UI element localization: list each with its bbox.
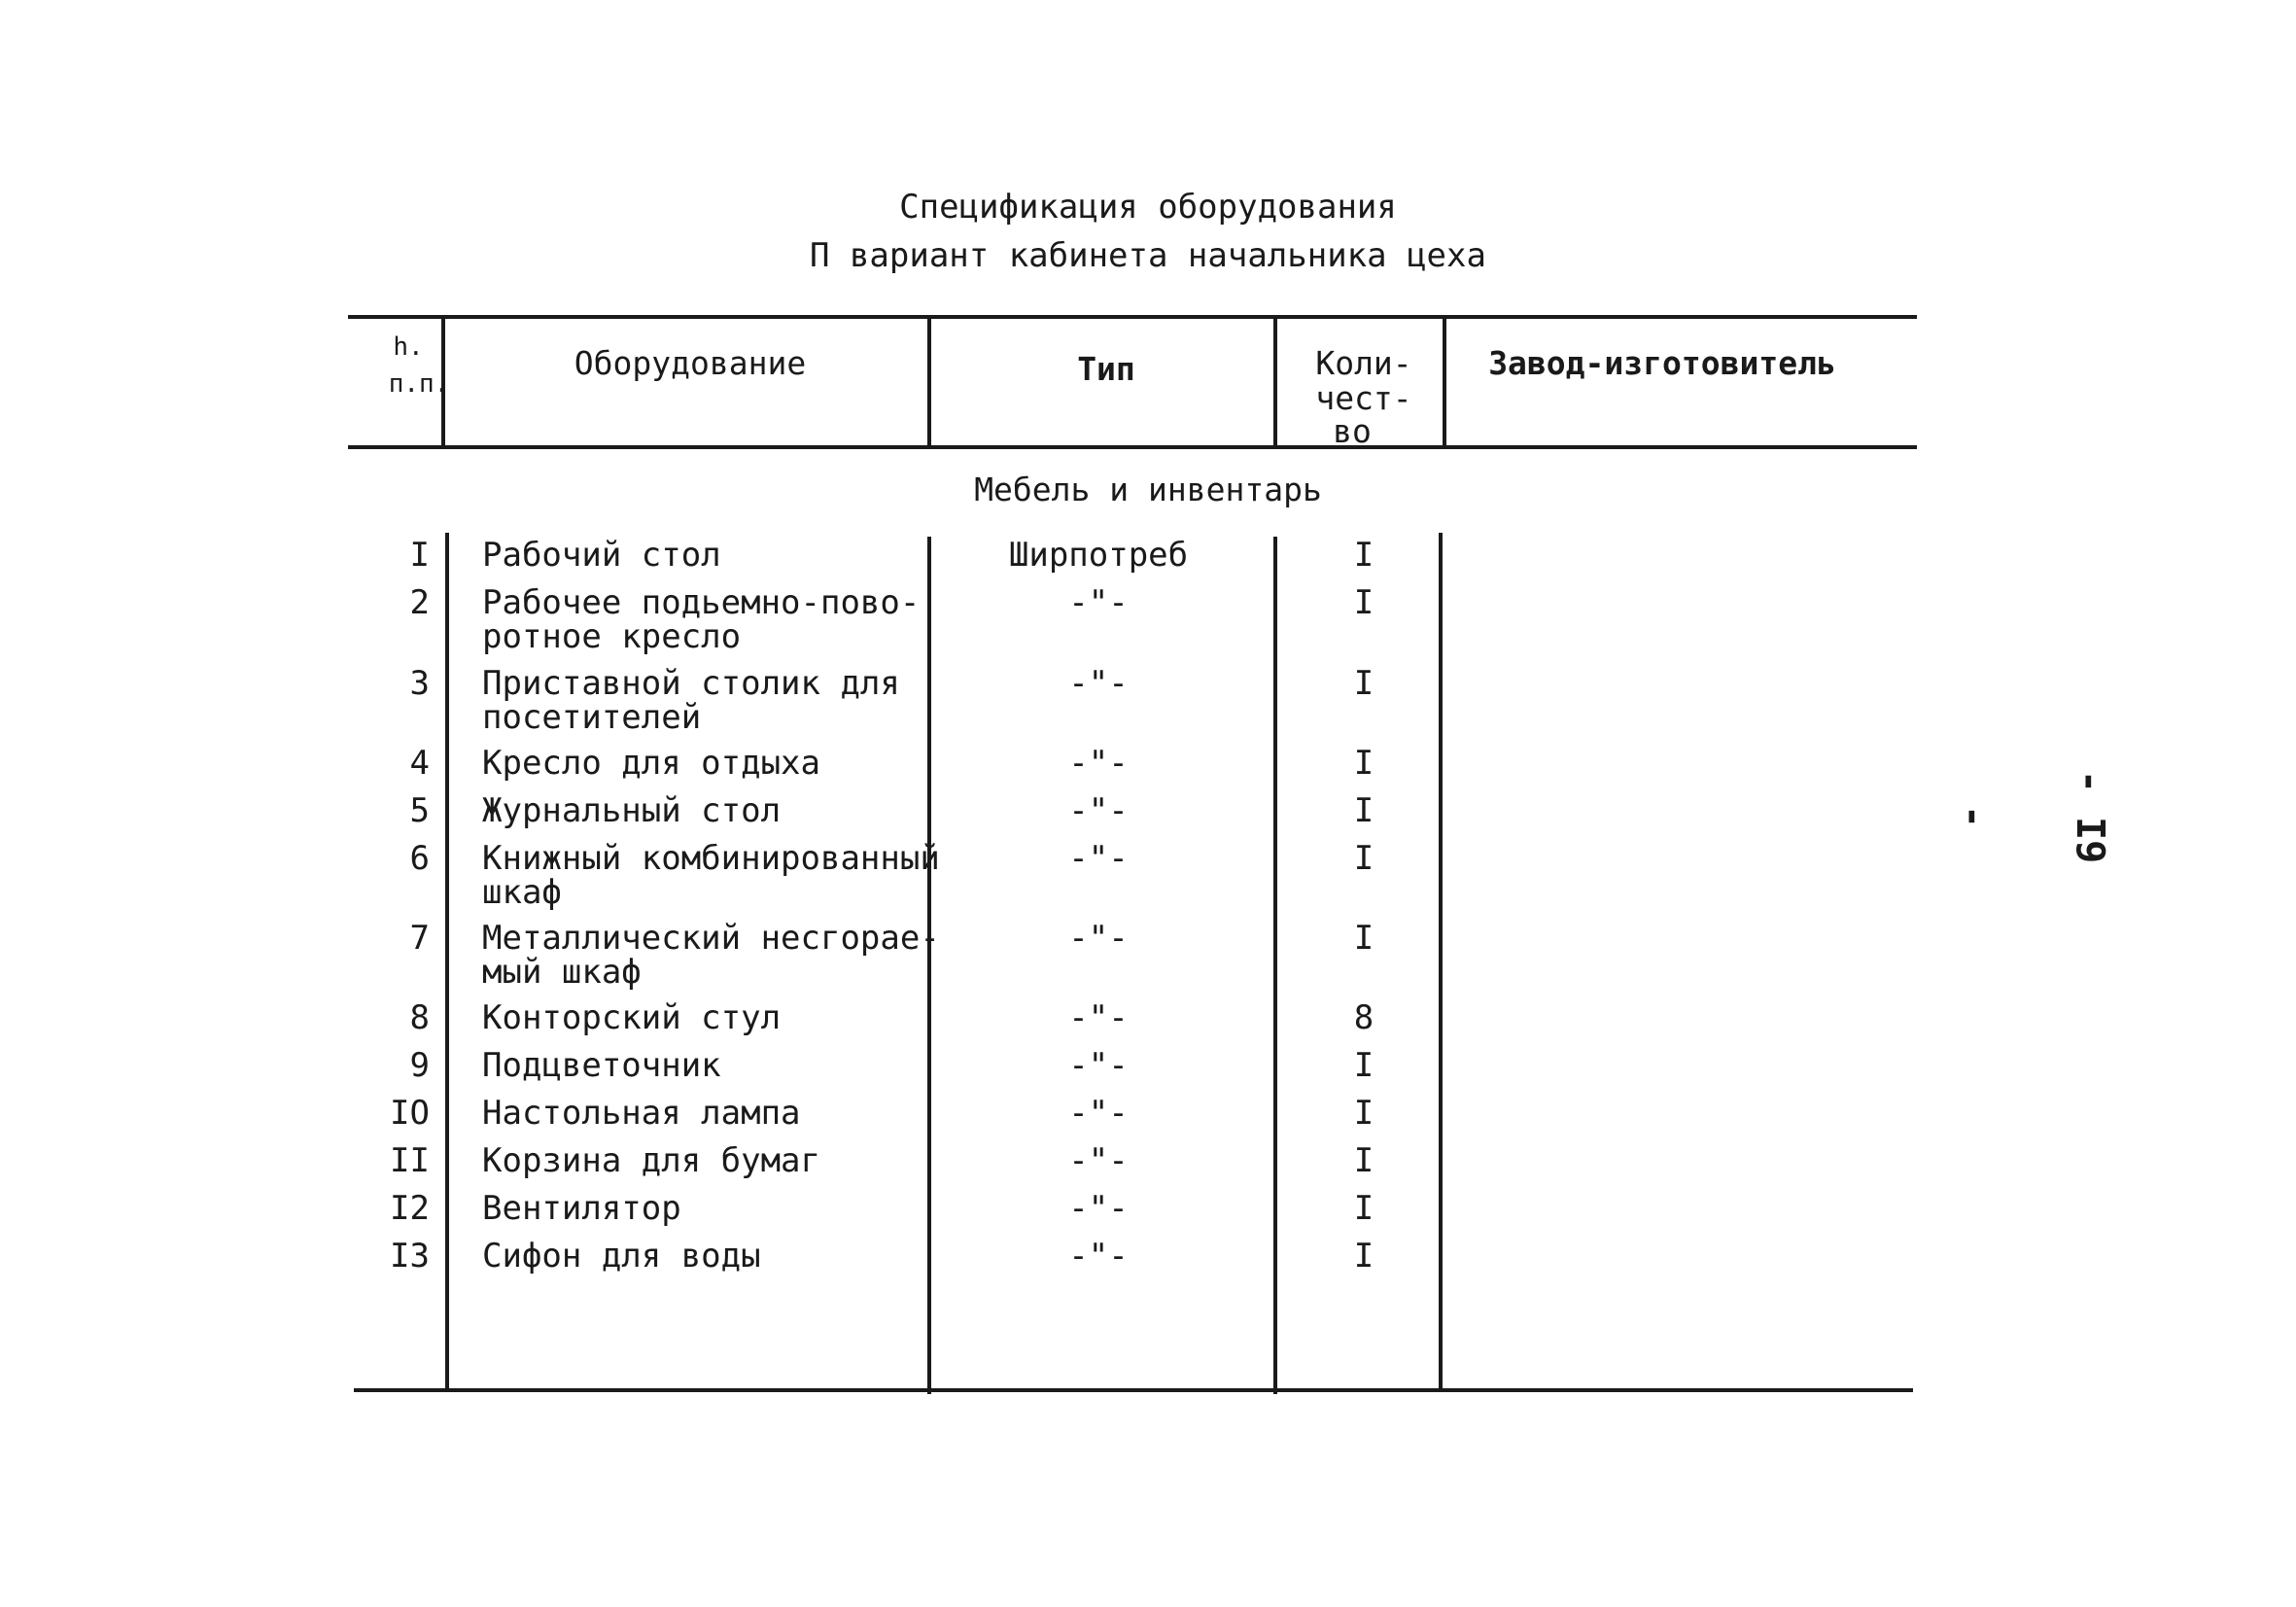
row-number: 5 <box>409 791 430 830</box>
row-type: -"- <box>1068 1141 1129 1180</box>
row-type: -"- <box>1068 1094 1129 1133</box>
row-quantity: 8 <box>1353 998 1374 1037</box>
row-equipment: Подцветочник <box>482 1046 721 1085</box>
row-number: 6 <box>409 839 430 878</box>
row-type: -"- <box>1068 998 1129 1037</box>
col-divider-1 <box>445 533 449 1390</box>
row-quantity: I <box>1353 1141 1374 1180</box>
row-type: -"- <box>1068 583 1129 622</box>
row-quantity: I <box>1353 839 1374 878</box>
row-number: IO <box>390 1094 430 1133</box>
row-number: 4 <box>409 744 430 783</box>
row-equipment: Сифон для воды <box>482 1237 761 1275</box>
row-type: -"- <box>1068 744 1129 783</box>
row-type: -"- <box>1068 1189 1129 1228</box>
col-divider-3-body <box>1273 537 1277 1394</box>
row-quantity: I <box>1353 1237 1374 1275</box>
row-quantity: I <box>1353 536 1374 575</box>
row-number: I2 <box>390 1189 430 1228</box>
row-quantity: I <box>1353 919 1374 958</box>
row-equipment: Вентилятор <box>482 1189 681 1228</box>
col-divider-2 <box>927 317 931 447</box>
row-type: -"- <box>1068 664 1129 703</box>
row-number: II <box>390 1141 430 1180</box>
title-line-2: П вариант кабинета начальника цеха <box>810 236 1486 275</box>
row-equipment: Рабочее подьемно-пово- ротное кресло <box>482 583 921 656</box>
title-line-1: Спецификация оборудования <box>899 188 1397 227</box>
row-type: -"- <box>1068 791 1129 830</box>
document-title <box>0 183 2296 280</box>
row-equipment: Книжный комбинированный шкаф <box>482 839 940 912</box>
row-type: -"- <box>1068 1046 1129 1085</box>
row-type: -"- <box>1068 839 1129 878</box>
row-quantity: I <box>1353 744 1374 783</box>
row-number: 8 <box>409 998 430 1037</box>
header-num-bottom: п.п. <box>388 369 450 399</box>
row-type: -"- <box>1068 1237 1129 1275</box>
row-quantity: I <box>1353 1046 1374 1085</box>
row-equipment: Рабочий стол <box>482 536 721 575</box>
row-type: Ширпотреб <box>1008 536 1189 575</box>
row-number: I <box>409 536 430 575</box>
page-number: - I9 - <box>1951 769 2112 864</box>
row-number: I3 <box>390 1237 430 1275</box>
row-equipment: Металлический несгорае- мый шкаф <box>482 919 940 992</box>
table-top-rule <box>348 315 1917 319</box>
header-qty-line1: Коли- <box>1315 344 1412 382</box>
row-quantity: I <box>1353 1094 1374 1133</box>
row-number: 2 <box>409 583 430 622</box>
row-equipment: Журнальный стол <box>482 791 782 830</box>
row-quantity: I <box>1353 1189 1374 1228</box>
row-quantity: I <box>1353 583 1374 622</box>
header-maker: Завод-изготовитель <box>1488 344 1836 382</box>
row-equipment: Настольная лампа <box>482 1094 801 1133</box>
row-equipment: Корзина для бумаг <box>482 1141 820 1180</box>
header-num-top: h. <box>393 332 424 362</box>
header-type: Тип <box>1077 350 1135 388</box>
row-quantity: I <box>1353 791 1374 830</box>
header-qty-line3: во <box>1333 412 1372 450</box>
row-equipment: Конторский стул <box>482 998 782 1037</box>
section-heading: Мебель и инвентарь <box>974 471 1322 508</box>
row-number: 3 <box>409 664 430 703</box>
header-qty-line2: чест- <box>1315 379 1412 417</box>
row-quantity: I <box>1353 664 1374 703</box>
row-number: 7 <box>409 919 430 958</box>
row-type: -"- <box>1068 919 1129 958</box>
header-equipment: Оборудование <box>574 344 807 382</box>
row-equipment: Кресло для отдыха <box>482 744 820 783</box>
header-bottom-rule <box>348 445 1917 449</box>
table-bottom-rule <box>354 1388 1913 1392</box>
row-number: 9 <box>409 1046 430 1085</box>
row-equipment: Приставной столик для посетителей <box>482 664 900 737</box>
